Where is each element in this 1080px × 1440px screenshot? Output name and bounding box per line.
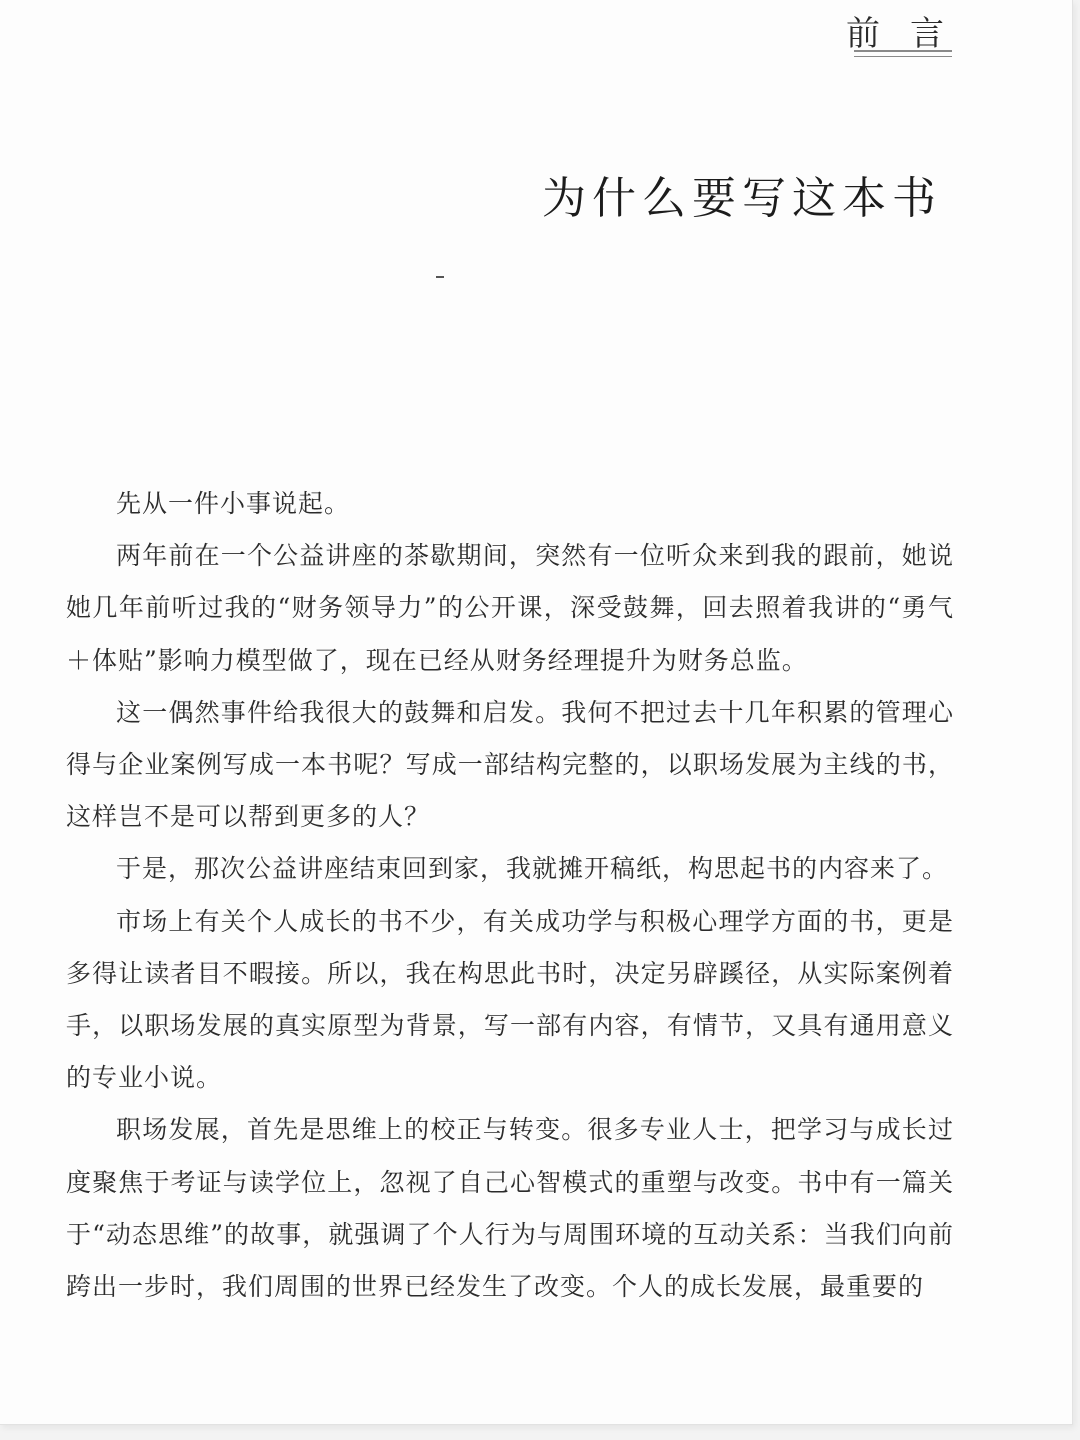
paragraph: 先从一件小事说起。: [116, 489, 351, 518]
paragraph: 于是，那次公益讲座结束回到家，我就摊开稿纸，构思起书的内容来了。: [116, 854, 949, 884]
section-label-second-char: 言: [910, 14, 944, 54]
paragraph: 职场发展，首先是思维上的校正与转变。很多专业人士，把学习与成长过度聚焦于考证与读学位上，忽视了自己心智模式的重塑与改变。书中有一篇关于“动态思维”的故事，就强调了个人行为与周围环境的互动关系：当我们向前跨出一步时，我们周围的世界已经发生了改变。个人的成长发展，最重要的: [66, 1115, 954, 1302]
paragraph: 这一偶然事件给我很大的鼓舞和启发。我何不把过去十几年积累的管理心得与企业案例写成一本书呢？写成一部结构完整的，以职场发展为主线的书，这样岂不是可以帮到更多的人？: [66, 697, 954, 832]
section-header: [846, 6, 944, 55]
paragraph: 市场上有关个人成长的书不少，有关成功学与积极心理学方面的书，更是多得让读者目不暇接。所以，我在构思此书时，决定另辟蹊径，从实际案例着手，以职场发展的真实原型为背景，写一部有内容，有情节，又具有通用意义的专业小说。: [66, 906, 954, 1093]
stray-ink-mark: [436, 276, 444, 278]
chapter-title: 为什么要写这本书: [542, 173, 942, 224]
section-header-rule: [854, 50, 952, 57]
paragraph: 两年前在一个公益讲座的茶歇期间，突然有一位听众来到我的跟前，她说她几年前听过我的“财务领导力”的公开课，深受鼓舞，回去照着我讲的“勇气＋体贴”影响力模型做了，现在已经从财务经理提升为财务总监。: [66, 541, 954, 675]
body-text: [66, 478, 954, 1313]
section-label-first-char: 前: [846, 14, 880, 54]
